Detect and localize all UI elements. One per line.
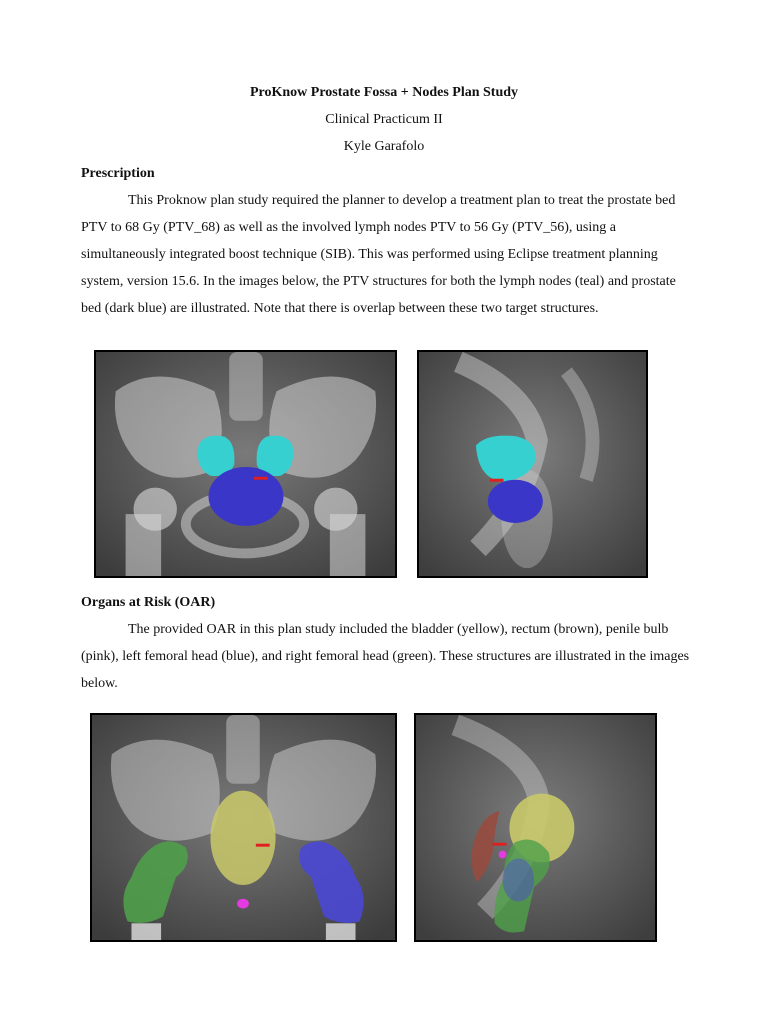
document-author: Kyle Garafolo (343, 139, 425, 154)
document-subtitle: Clinical Practicum II (325, 112, 443, 127)
prescription-paragraph: This Proknow plan study required the planner to develop a treatment plan to treat the prostate bed PTV to 68 Gy (PTV_68) as well as the involved lymph nodes PTV to 56 Gy (PTV_56), using a simultaneously integrated boost technique (SIB). This was performed using Eclipse treatment planning system, version 15.6. In the images below, the PTV structures for both the lymph nodes (teal) and prostate bed (dark blue) are illustrated. Note that there is overlap between these two target structures. (81, 193, 676, 316)
oar-heading: Organs at Risk (OAR) (81, 595, 216, 610)
prescription-heading: Prescription (81, 166, 155, 181)
oar-paragraph: The provided OAR in this plan study included the bladder (yellow), rectum (brown), penile bulb (pink), left femoral head (blue), and right femoral head (green). These structures are illustrated in the images below. (81, 622, 690, 691)
ptv-lateral-image (417, 350, 648, 578)
ptv-ap-image (94, 350, 397, 578)
document-title: ProKnow Prostate Fossa + Nodes Plan Study (249, 85, 519, 100)
oar-lateral-image (414, 713, 657, 942)
oar-ap-image (90, 713, 397, 942)
